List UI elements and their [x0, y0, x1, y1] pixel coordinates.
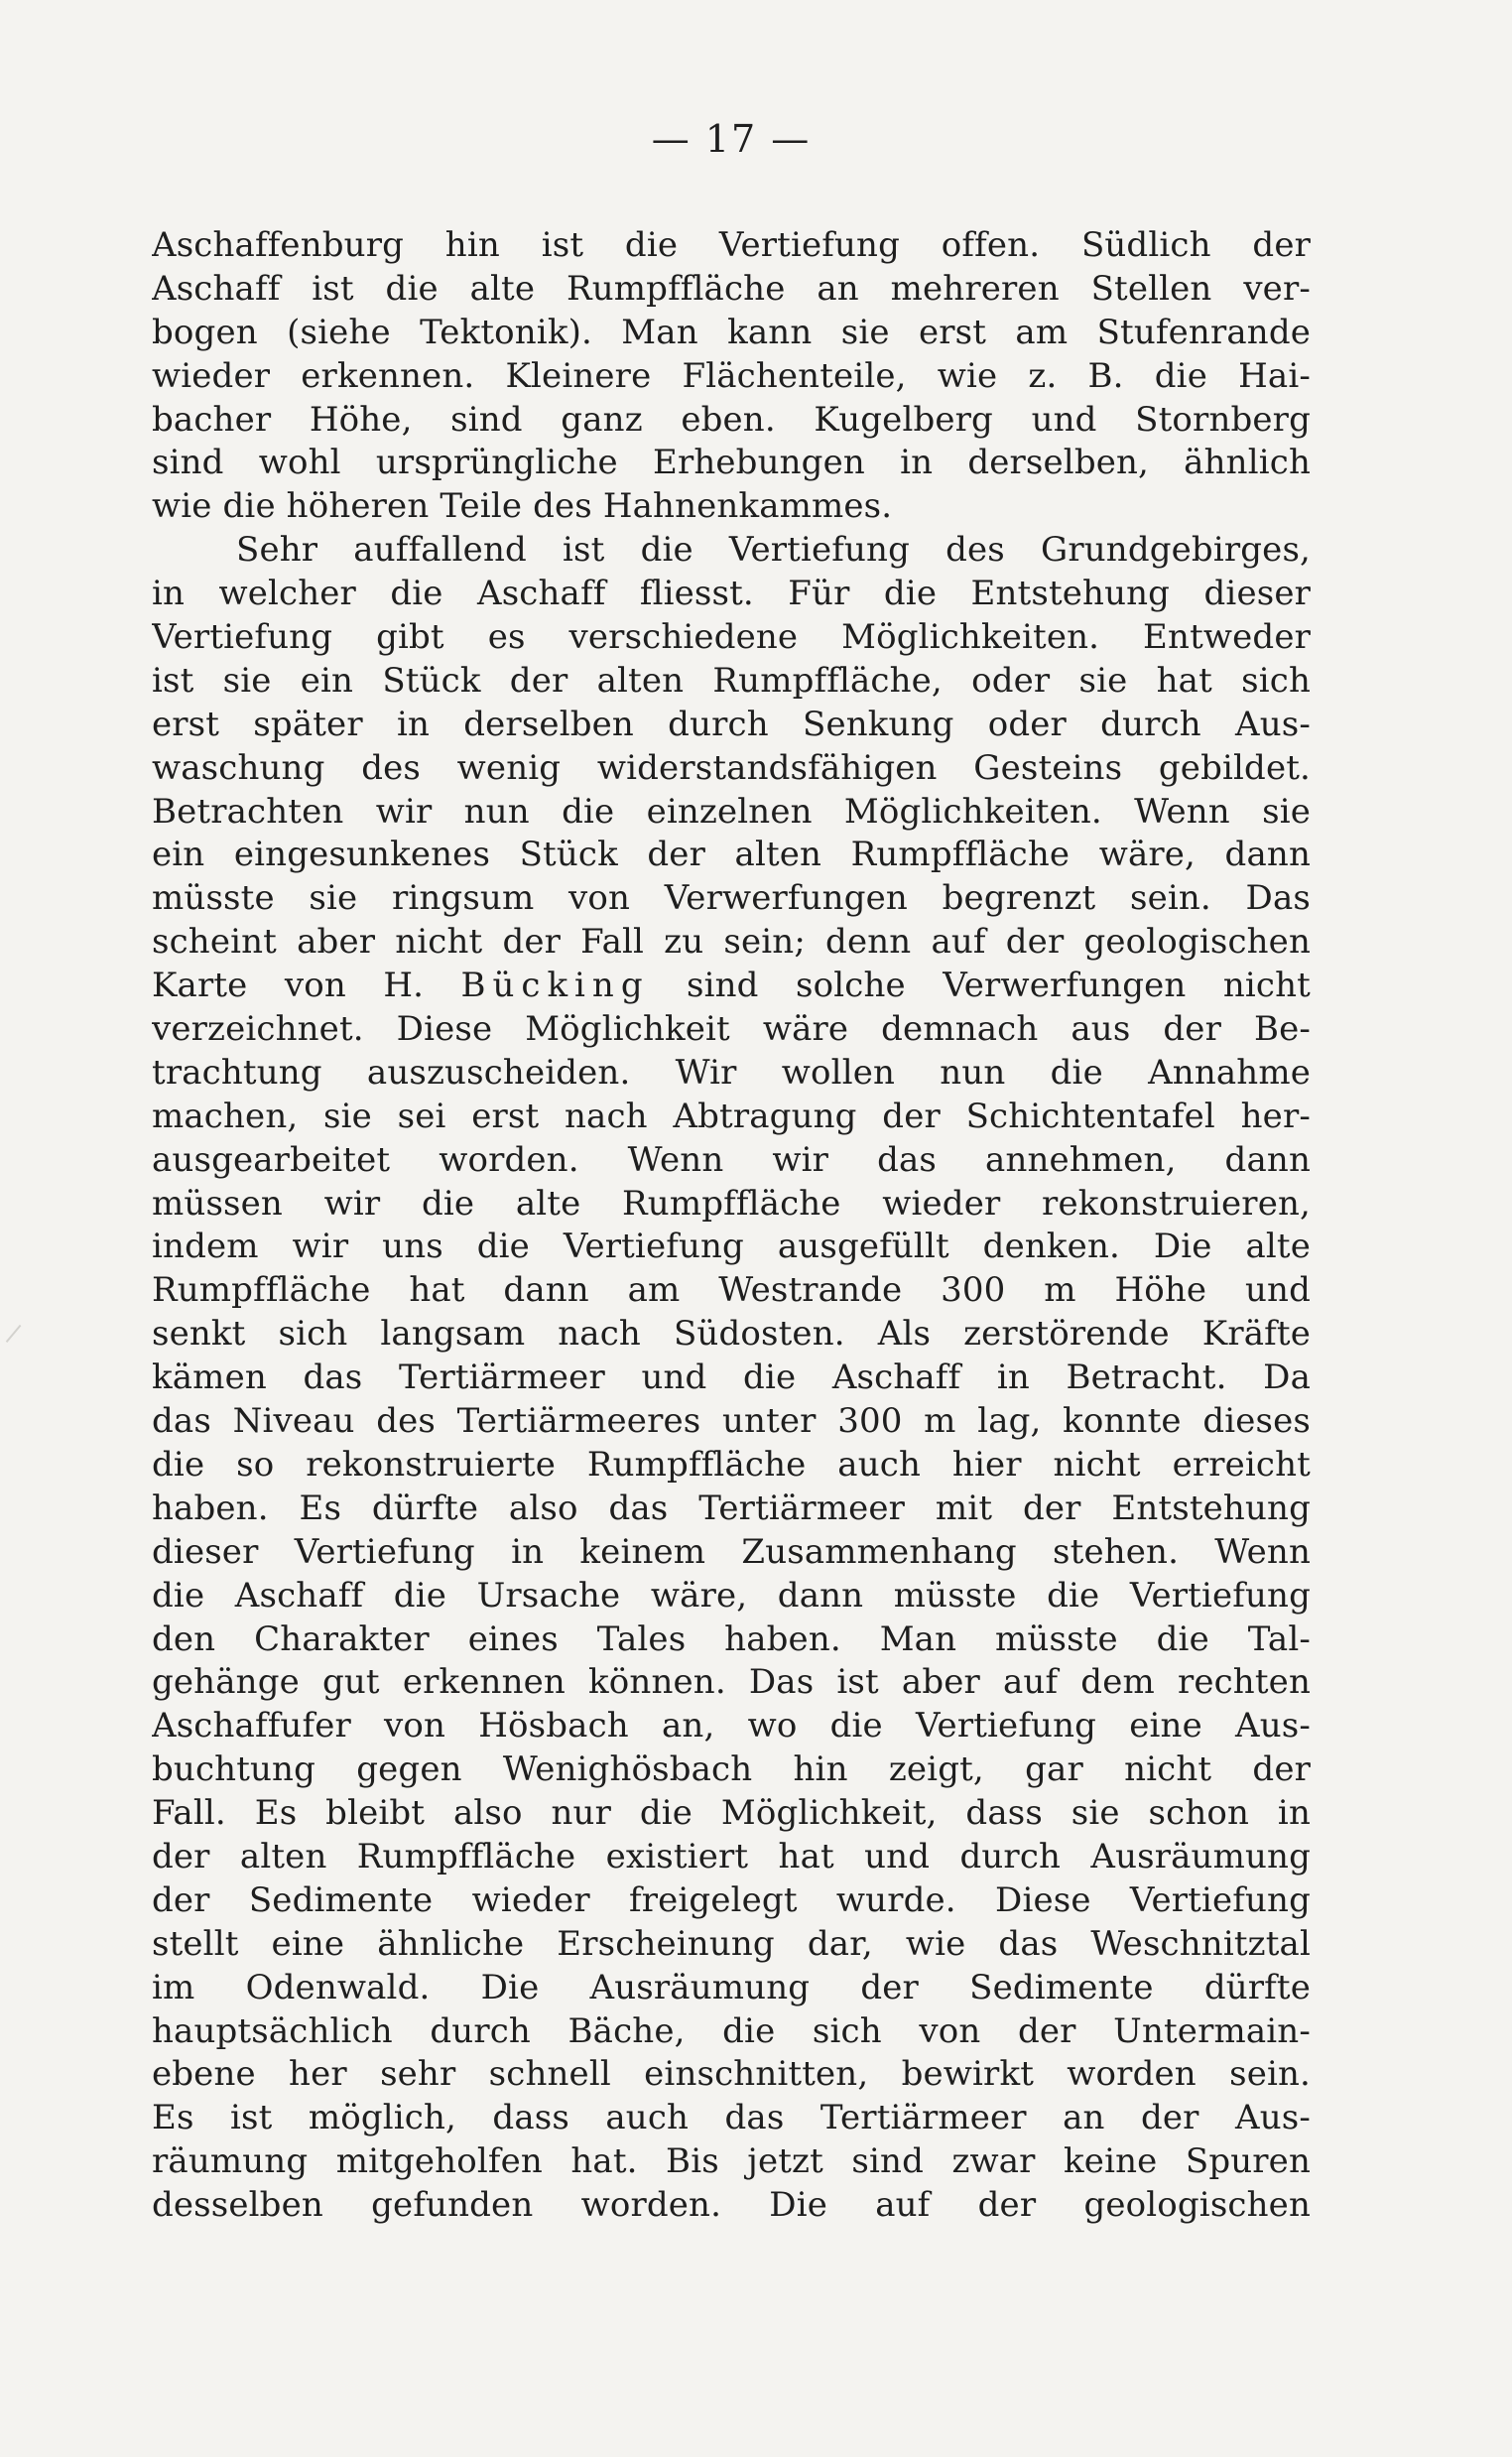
text-line: verzeichnet. Diese Möglichkeit wäre demnach aus der Be-: [152, 1009, 1311, 1050]
text-line: wieder erkennen. Kleinere Flächenteile, wie z. B. die Hai-: [152, 355, 1311, 396]
text-line: waschung des wenig widerstandsfähigen Gesteins gebildet.: [152, 747, 1311, 788]
text-line: Vertiefung gibt es verschiedene Möglichkeiten. Entweder: [152, 617, 1311, 658]
text-fragment: Karte von H.: [152, 966, 461, 1006]
author-name-spaced: Bücking: [460, 966, 650, 1006]
text-line: ein eingesunkenes Stück der alten Rumpffläche wäre, dann: [152, 835, 1311, 875]
text-line: bacher Höhe, sind ganz eben. Kugelberg und Stornberg: [152, 399, 1311, 440]
text-line: bogen (siehe Tektonik). Man kann sie erst am Stufenrande: [152, 312, 1311, 352]
text-line: müsste sie ringsum von Verwerfungen begrenzt sein. Das: [152, 878, 1311, 919]
text-line: müssen wir die alte Rumpffläche wieder rekonstruieren,: [152, 1183, 1311, 1224]
text-line: den Charakter eines Tales haben. Man müsste die Tal-: [152, 1618, 1311, 1659]
text-line: Fall. Es bleibt also nur die Möglichkeit, dass sie schon in: [152, 1793, 1311, 1834]
text-line: Rumpffläche hat dann am Westrande 300 m Höhe und: [152, 1270, 1311, 1311]
text-line: das Niveau des Tertiärmeeres unter 300 m lag, konnte dieses: [152, 1401, 1311, 1442]
text-line: die so rekonstruierte Rumpffläche auch hier nicht erreicht: [152, 1444, 1311, 1485]
text-line: haben. Es dürfte also das Tertiärmeer mit der Entstehung: [152, 1487, 1311, 1528]
text-line: die Aschaff die Ursache wäre, dann müsste die Vertiefung: [152, 1575, 1311, 1616]
text-line: der alten Rumpffläche existiert hat und durch Ausräumung: [152, 1836, 1311, 1876]
text-line: erst später in derselben durch Senkung oder durch Aus-: [152, 704, 1311, 744]
text-line: räumung mitgeholfen hat. Bis jetzt sind zwar keine Spuren: [152, 2141, 1311, 2182]
text-line: Aschaffufer von Hösbach an, wo die Vertiefung eine Aus-: [152, 1706, 1311, 1746]
text-line: Aschaffenburg hin ist die Vertiefung offen. Südlich der: [152, 225, 1311, 265]
text-line: kämen das Tertiärmeer und die Aschaff in Betracht. Da: [152, 1358, 1311, 1398]
text-line: Betrachten wir nun die einzelnen Möglichkeiten. Wenn sie: [152, 791, 1311, 832]
text-line: indem wir uns die Vertiefung ausgefüllt denken. Die alte: [152, 1227, 1311, 1267]
text-line: trachtung auszuscheiden. Wir wollen nun die Annahme: [152, 1052, 1311, 1093]
text-line-with-author: [152, 965, 1311, 1008]
text-line: der Sedimente wieder freigelegt wurde. Diese Vertiefung: [152, 1879, 1311, 1920]
text-line: sind wohl ursprüngliche Erhebungen in derselben, ähnlich: [152, 443, 1311, 483]
text-line: desselben gefunden worden. Die auf der geologischen: [152, 2185, 1311, 2226]
text-fragment: sind solche Verwerfungen nicht: [649, 966, 1311, 1006]
text-line: machen, sie sei erst nach Abtragung der Schichtentafel her-: [152, 1096, 1311, 1136]
paragraph-end-line: wie die höheren Teile des Hahnenkammes.: [152, 486, 893, 527]
margin-mark-decoration: [6, 1325, 39, 1357]
text-line: Es ist möglich, dass auch das Tertiärmeer an der Aus-: [152, 2098, 1311, 2138]
text-line: gehänge gut erkennen können. Das ist aber auf dem rechten: [152, 1662, 1311, 1703]
text-line: buchtung gegen Wenighösbach hin zeigt, gar nicht der: [152, 1749, 1311, 1790]
text-line: ist sie ein Stück der alten Rumpffläche, oder sie hat sich: [152, 660, 1311, 701]
body-text: [152, 224, 1311, 2228]
text-line: scheint aber nicht der Fall zu sein; denn auf der geologischen: [152, 922, 1311, 963]
text-line: im Odenwald. Die Ausräumung der Sedimente dürfte: [152, 1967, 1311, 2007]
text-line: dieser Vertiefung in keinem Zusammenhang stehen. Wenn: [152, 1531, 1311, 1572]
text-line: hauptsächlich durch Bäche, die sich von der Untermain-: [152, 2010, 1311, 2051]
text-line: ebene her sehr schnell einschnitten, bewirkt worden sein.: [152, 2054, 1311, 2095]
page-number: — 17 —: [651, 117, 812, 161]
text-line: Aschaff ist die alte Rumpffläche an mehreren Stellen ver-: [152, 268, 1311, 309]
text-line: senkt sich langsam nach Südosten. Als zerstörende Kräfte: [152, 1314, 1311, 1355]
text-line: in welcher die Aschaff fliesst. Für die Entstehung dieser: [152, 574, 1311, 614]
text-line: ausgearbeitet worden. Wenn wir das annehmen, dann: [152, 1139, 1311, 1180]
paragraph-start-line: Sehr auffallend ist die Vertiefung des Grundgebirges,: [236, 530, 1311, 571]
text-line: stellt eine ähnliche Erscheinung dar, wie das Weschnitztal: [152, 1923, 1311, 1964]
